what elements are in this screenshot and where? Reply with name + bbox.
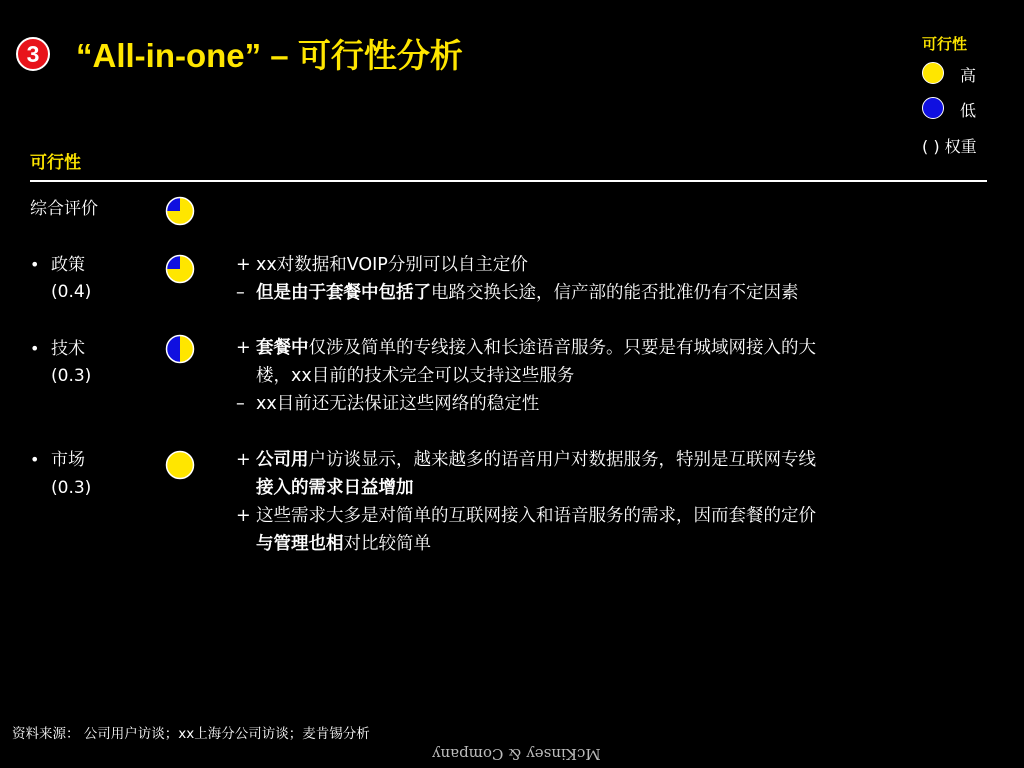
- detail-bold-text: 但是由于套餐中包括了: [256, 283, 431, 303]
- row-weight-policy: (0.4): [51, 282, 92, 302]
- harvey-ball-market-icon: [165, 450, 195, 480]
- row-label-policy: 政策: [51, 255, 85, 275]
- row-bullet: •: [30, 339, 40, 358]
- detail-line: [236, 390, 816, 418]
- detail-line: [236, 334, 816, 362]
- detail-bold-text: 公司用: [256, 450, 309, 470]
- row-lines-technology: [236, 334, 816, 418]
- harvey-ball-overall-icon: [165, 196, 195, 226]
- detail-text: xx对数据和VOIP分别可以自主定价: [256, 255, 528, 275]
- detail-line: [236, 446, 816, 474]
- detail-sign: +: [236, 255, 251, 275]
- row-lines-market: [236, 446, 816, 558]
- row-lines-policy: [236, 251, 799, 307]
- legend-low-dot-icon: [922, 97, 944, 119]
- row-label-technology: 技术: [51, 339, 85, 359]
- row-bullet: •: [30, 450, 40, 469]
- detail-line: [236, 362, 816, 390]
- detail-line: [236, 530, 816, 558]
- legend-high-label: 高: [960, 66, 977, 85]
- detail-bold-text: 接入的需求日益增加: [256, 478, 414, 498]
- detail-text: 楼，xx目前的技术完全可以支持这些服务: [256, 366, 575, 386]
- harvey-ball-policy-icon: [165, 254, 195, 284]
- detail-sign: –: [236, 394, 245, 414]
- harvey-ball-technology-icon: [165, 334, 195, 364]
- detail-bold-text: 与管理也相: [256, 534, 344, 554]
- detail-text: 对比较简单: [343, 534, 431, 554]
- detail-text: 电路交换长途，信产部的能否批准仍有不定因素: [431, 283, 799, 303]
- row-label-market: 市场: [51, 450, 85, 470]
- detail-sign: –: [236, 283, 245, 303]
- detail-line: [236, 251, 799, 279]
- detail-text: 仅涉及简单的专线接入和长途语音服务。只要是有城域网接入的大: [308, 338, 816, 358]
- slide-title: “All-in-one” – 可行性分析: [76, 37, 463, 74]
- row-weight-market: (0.3): [51, 478, 92, 498]
- section-divider: [30, 180, 987, 182]
- detail-bold-text: 套餐中: [256, 338, 309, 358]
- detail-line: [236, 502, 816, 530]
- detail-text: 这些需求大多是对简单的互联网接入和语音服务的需求，因而套餐的定价: [256, 506, 816, 526]
- detail-line: [236, 279, 799, 307]
- section-heading: 可行性: [30, 153, 81, 173]
- row-label-overall: 综合评价: [30, 199, 98, 219]
- mckinsey-logo: McKinsey & Company: [432, 745, 601, 763]
- legend-weight-note: ( ) 权重: [922, 137, 977, 156]
- detail-sign: +: [236, 450, 251, 470]
- legend-high-dot-icon: [922, 62, 944, 84]
- legend-heading: 可行性: [922, 35, 968, 53]
- source-text: 公司用户访谈；xx上海分公司访谈；麦肯锡分析: [83, 726, 370, 742]
- row-bullet: •: [30, 255, 40, 274]
- detail-line: [236, 474, 816, 502]
- detail-text: 户访谈显示，越来越多的语音用户对数据服务，特别是互联网专线: [308, 450, 816, 470]
- slide-number-badge: 3: [16, 37, 50, 71]
- source-footnote: [12, 722, 370, 742]
- detail-text: xx目前还无法保证这些网络的稳定性: [256, 394, 540, 414]
- detail-sign: +: [236, 506, 251, 526]
- detail-sign: +: [236, 338, 251, 358]
- source-label: 资料来源：: [12, 726, 80, 742]
- legend-low-label: 低: [960, 101, 977, 120]
- row-weight-technology: (0.3): [51, 366, 92, 386]
